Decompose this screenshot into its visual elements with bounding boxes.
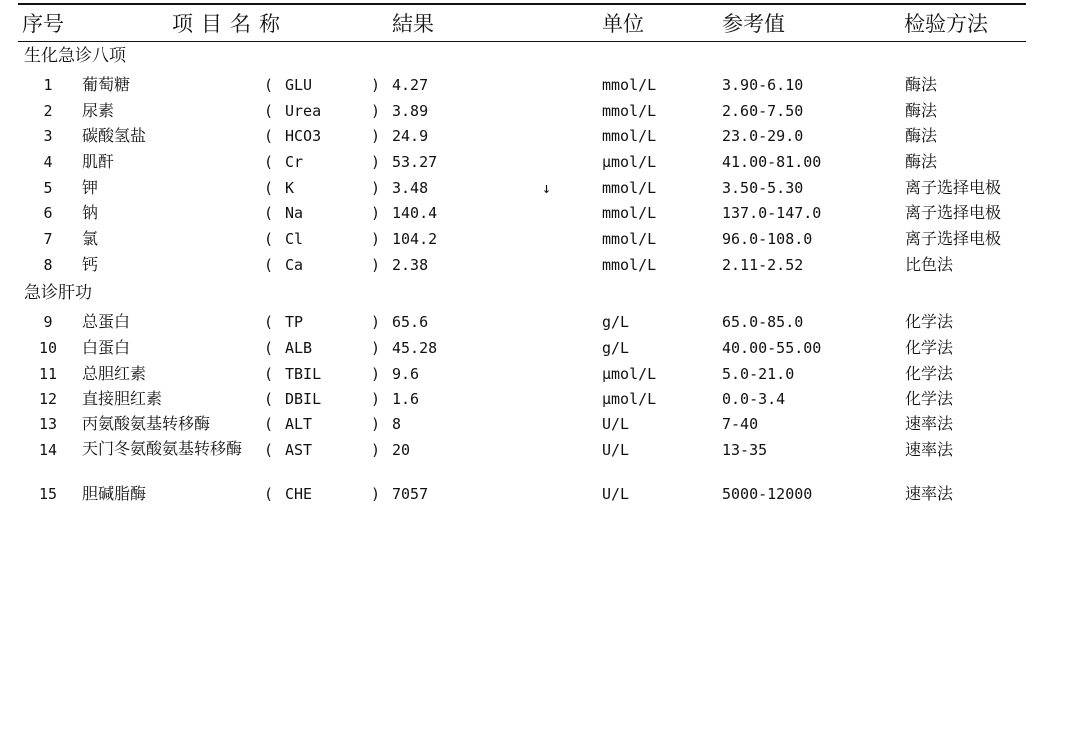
close-paren: ) xyxy=(371,204,381,222)
item-code: TBIL xyxy=(285,365,322,383)
open-paren: ( xyxy=(264,179,274,197)
table-row xyxy=(0,100,1080,126)
result-value: 3.48 xyxy=(392,179,429,197)
method: 速率法 xyxy=(905,414,954,433)
item-code: TP xyxy=(285,313,304,331)
result-value: 65.6 xyxy=(392,313,429,331)
row-no: 6 xyxy=(43,204,53,222)
row-no: 13 xyxy=(38,415,58,433)
item-code: Ca xyxy=(285,256,304,274)
close-paren: ) xyxy=(371,102,381,120)
method: 离子选择电极 xyxy=(905,203,1002,222)
close-paren: ) xyxy=(371,313,381,331)
close-paren: ) xyxy=(371,339,381,357)
close-paren: ) xyxy=(371,256,381,274)
header-no: 序号 xyxy=(22,12,64,36)
result-value: 45.28 xyxy=(392,339,438,357)
close-paren: ) xyxy=(371,441,381,459)
close-paren: ) xyxy=(371,485,381,503)
item-code: Cr xyxy=(285,153,304,171)
close-paren: ) xyxy=(371,153,381,171)
unit: mmol/L xyxy=(602,256,657,274)
table-row xyxy=(0,388,1080,414)
table-row xyxy=(0,337,1080,363)
reference-range: 40.00-55.00 xyxy=(722,339,822,357)
table-row xyxy=(0,413,1080,439)
method: 酶法 xyxy=(905,75,938,94)
close-paren: ) xyxy=(371,390,381,408)
item-name: 天门冬氨酸氨基转移酶 xyxy=(82,439,243,458)
reference-range: 65.0-85.0 xyxy=(722,313,804,331)
unit: U/L xyxy=(602,415,630,433)
item-name: 尿素 xyxy=(82,101,115,120)
header-unit: 单位 xyxy=(602,12,644,36)
item-name: 钠 xyxy=(82,203,99,222)
unit: g/L xyxy=(602,339,630,357)
table-row xyxy=(0,311,1080,337)
result-value: 53.27 xyxy=(392,153,438,171)
result-value: 8 xyxy=(392,415,402,433)
open-paren: ( xyxy=(264,76,274,94)
method: 化学法 xyxy=(905,338,954,357)
unit: U/L xyxy=(602,485,630,503)
table-row xyxy=(0,483,1080,509)
row-no: 1 xyxy=(43,76,53,94)
open-paren: ( xyxy=(264,313,274,331)
row-no: 8 xyxy=(43,256,53,274)
method: 酶法 xyxy=(905,101,938,120)
header-rule xyxy=(18,41,1026,42)
item-code: AST xyxy=(285,441,313,459)
row-no: 12 xyxy=(38,390,58,408)
table-row xyxy=(0,228,1080,254)
reference-range: 7-40 xyxy=(722,415,759,433)
row-no: 5 xyxy=(43,179,53,197)
reference-range: 5.0-21.0 xyxy=(722,365,795,383)
method: 酶法 xyxy=(905,152,938,171)
method: 比色法 xyxy=(905,255,954,274)
table-row xyxy=(0,202,1080,228)
open-paren: ( xyxy=(264,365,274,383)
item-name: 白蛋白 xyxy=(82,338,131,357)
row-no: 4 xyxy=(43,153,53,171)
row-no: 11 xyxy=(38,365,58,383)
reference-range: 23.0-29.0 xyxy=(722,127,804,145)
close-paren: ) xyxy=(371,179,381,197)
method: 离子选择电极 xyxy=(905,229,1002,248)
row-no: 2 xyxy=(43,102,53,120)
close-paren: ) xyxy=(371,127,381,145)
unit: μmol/L xyxy=(602,365,657,383)
item-name: 总胆红素 xyxy=(82,364,147,383)
table-row xyxy=(0,439,1080,479)
method: 化学法 xyxy=(905,364,954,383)
unit: μmol/L xyxy=(602,153,657,171)
table-row xyxy=(0,151,1080,177)
table-row xyxy=(0,177,1080,203)
reference-range: 3.90-6.10 xyxy=(722,76,804,94)
unit: U/L xyxy=(602,441,630,459)
reference-range: 2.60-7.50 xyxy=(722,102,804,120)
header-name: 项目名称 xyxy=(172,12,288,36)
item-name: 氯 xyxy=(82,229,99,248)
item-code: Urea xyxy=(285,102,322,120)
unit: μmol/L xyxy=(602,390,657,408)
item-code: ALB xyxy=(285,339,313,357)
row-no: 15 xyxy=(38,485,58,503)
reference-range: 0.0-3.4 xyxy=(722,390,786,408)
open-paren: ( xyxy=(264,204,274,222)
table-row xyxy=(0,363,1080,389)
unit: mmol/L xyxy=(602,102,657,120)
item-name: 钾 xyxy=(82,178,99,197)
result-value: 104.2 xyxy=(392,230,438,248)
result-value: 2.38 xyxy=(392,256,429,274)
row-no: 10 xyxy=(38,339,58,357)
item-name: 胆碱脂酶 xyxy=(82,484,147,503)
close-paren: ) xyxy=(371,76,381,94)
header-method: 检验方法 xyxy=(904,12,988,36)
open-paren: ( xyxy=(264,415,274,433)
table-row xyxy=(0,254,1080,280)
close-paren: ) xyxy=(371,365,381,383)
close-paren: ) xyxy=(371,230,381,248)
method: 化学法 xyxy=(905,312,954,331)
row-no: 3 xyxy=(43,127,53,145)
unit: mmol/L xyxy=(602,76,657,94)
top-rule xyxy=(18,3,1026,5)
unit: mmol/L xyxy=(602,204,657,222)
open-paren: ( xyxy=(264,153,274,171)
reference-range: 2.11-2.52 xyxy=(722,256,804,274)
open-paren: ( xyxy=(264,441,274,459)
item-code: CHE xyxy=(285,485,313,503)
open-paren: ( xyxy=(264,230,274,248)
open-paren: ( xyxy=(264,390,274,408)
item-name: 肌酐 xyxy=(82,152,115,171)
row-no: 9 xyxy=(43,313,53,331)
result-value: 1.6 xyxy=(392,390,420,408)
item-name: 碳酸氢盐 xyxy=(82,126,147,145)
row-no: 7 xyxy=(43,230,53,248)
result-value: 7057 xyxy=(392,485,429,503)
section-title: 急诊肝功 xyxy=(24,283,92,303)
method: 化学法 xyxy=(905,389,954,408)
method: 离子选择电极 xyxy=(905,178,1002,197)
result-value: 3.89 xyxy=(392,102,429,120)
method: 酶法 xyxy=(905,126,938,145)
close-paren: ) xyxy=(371,415,381,433)
reference-range: 13-35 xyxy=(722,441,768,459)
item-name: 直接胆红素 xyxy=(82,389,163,408)
reference-range: 3.50-5.30 xyxy=(722,179,804,197)
item-code: DBIL xyxy=(285,390,322,408)
unit: mmol/L xyxy=(602,230,657,248)
reference-range: 41.00-81.00 xyxy=(722,153,822,171)
reference-range: 137.0-147.0 xyxy=(722,204,822,222)
open-paren: ( xyxy=(264,339,274,357)
open-paren: ( xyxy=(264,256,274,274)
item-name: 葡萄糖 xyxy=(82,75,131,94)
item-code: GLU xyxy=(285,76,313,94)
unit: mmol/L xyxy=(602,179,657,197)
unit: mmol/L xyxy=(602,127,657,145)
item-code: K xyxy=(285,179,295,197)
item-name: 钙 xyxy=(82,255,99,274)
item-name: 丙氨酸氨基转移酶 xyxy=(82,414,211,433)
header-reference: 参考值 xyxy=(722,12,785,36)
item-code: HCO3 xyxy=(285,127,322,145)
reference-range: 96.0-108.0 xyxy=(722,230,813,248)
item-code: Cl xyxy=(285,230,304,248)
open-paren: ( xyxy=(264,102,274,120)
reference-range: 5000-12000 xyxy=(722,485,813,503)
unit: g/L xyxy=(602,313,630,331)
method: 速率法 xyxy=(905,484,954,503)
result-value: 140.4 xyxy=(392,204,438,222)
open-paren: ( xyxy=(264,127,274,145)
header-result: 結果 xyxy=(392,12,434,36)
table-row xyxy=(0,125,1080,151)
item-code: ALT xyxy=(285,415,313,433)
row-no: 14 xyxy=(38,441,58,459)
down-arrow-icon: ↓ xyxy=(542,179,552,197)
open-paren: ( xyxy=(264,485,274,503)
result-value: 9.6 xyxy=(392,365,420,383)
method: 速率法 xyxy=(905,440,954,459)
result-value: 4.27 xyxy=(392,76,429,94)
result-value: 20 xyxy=(392,441,411,459)
table-row xyxy=(0,74,1080,100)
section-title: 生化急诊八项 xyxy=(24,46,126,66)
item-code: Na xyxy=(285,204,304,222)
result-value: 24.9 xyxy=(392,127,429,145)
item-name: 总蛋白 xyxy=(82,312,131,331)
